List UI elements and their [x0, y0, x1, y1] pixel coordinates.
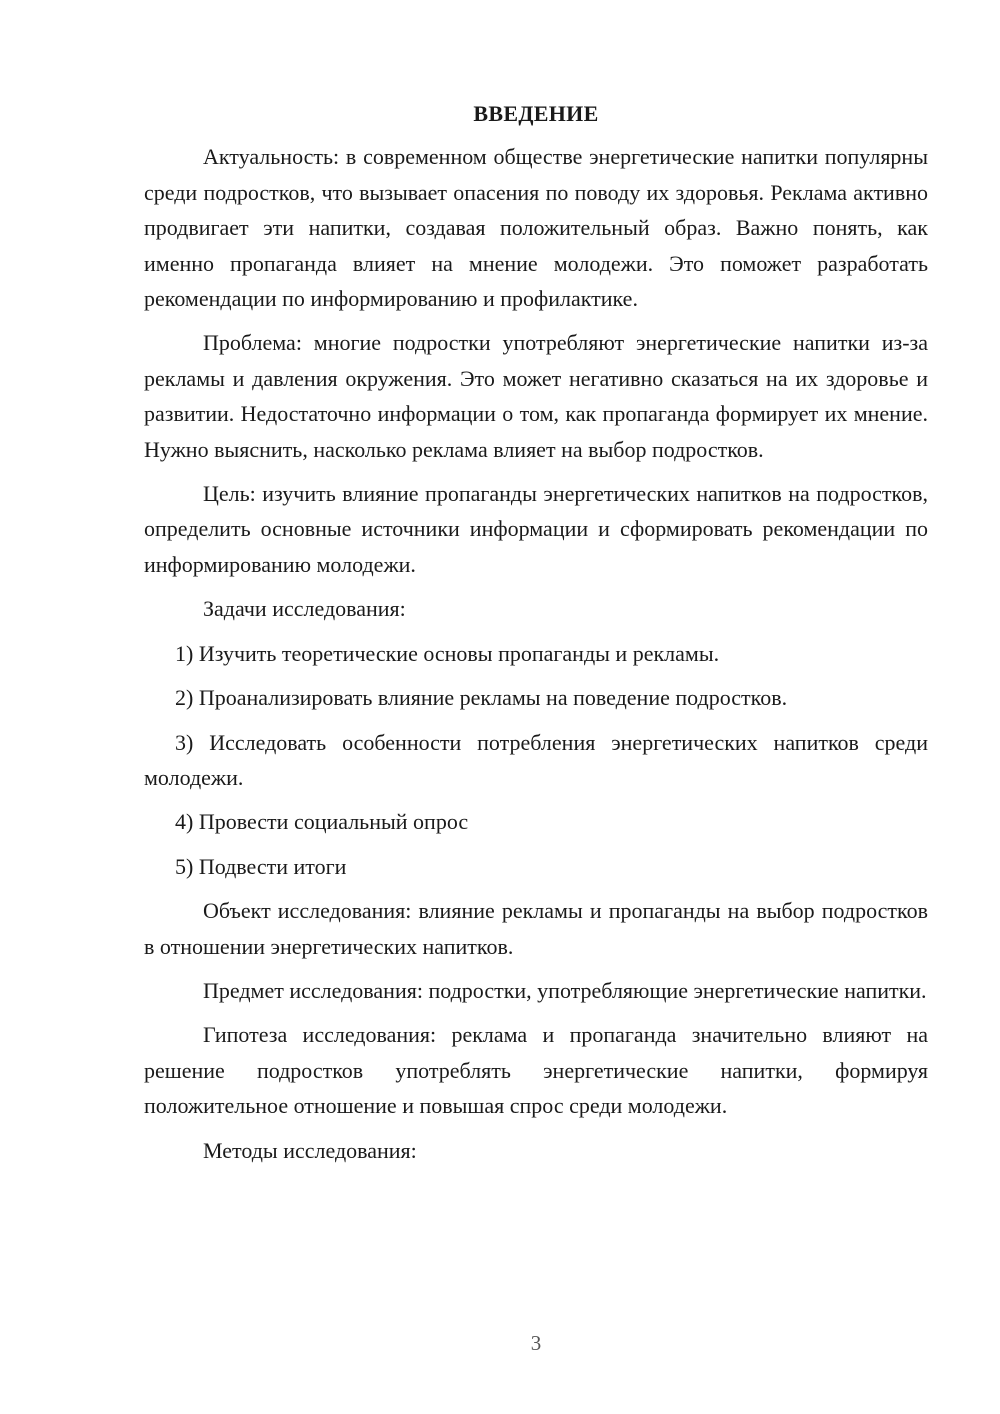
list-item: 1) Изучить теоретические основы пропаганды и рекламы. — [175, 640, 720, 666]
paragraph-goal: Цель: изучить влияние пропаганды энергетических напитков на подростков, определить основные источники информации и сформировать рекомендации по информированию молодежи. — [144, 481, 928, 577]
document-page — [144, 96, 928, 1177]
tasks-list — [144, 636, 928, 884]
paragraph-problem: Проблема: многие подростки употребляют энергетические напитки из-за рекламы и давления окружения. Это может негативно сказаться на их здоровье и развитии. Недостаточно информации о том, как пропаганда формирует их мнение. Нужно выяснить, насколько реклама влияет на выбор подростков. — [144, 330, 928, 462]
list-item: 5) Подвести итоги — [175, 853, 347, 879]
paragraph-methods: Методы исследования: — [203, 1137, 417, 1163]
page-title: ВВЕДЕНИЕ — [473, 101, 599, 126]
page-number: 3 — [530, 1331, 542, 1355]
list-item: 4) Провести социальный опрос — [175, 809, 469, 835]
paragraph-tasks-intro: Задачи исследования: — [203, 596, 406, 622]
list-item: 3) Исследовать особенности потребления энергетических напитков среди молодежи. — [144, 729, 928, 790]
paragraph-relevance: Актуальность: в современном обществе энергетические напитки популярны среди подростков, что вызывает опасения по поводу их здоровья. Реклама активно продвигает эти напитки, создавая положительный образ. Важно понять, как именно пропаганда влияет на мнение молодежи. Это поможет разработать рекомендации по информированию и профилактике. — [144, 144, 928, 312]
list-item: 2) Проанализировать влияние рекламы на поведение подростков. — [175, 685, 788, 711]
paragraph-hypothesis: Гипотеза исследования: реклама и пропаганда значительно влияют на решение подростков употреблять энергетические напитки, формируя положительное отношение и повышая спрос среди молодежи. — [144, 1022, 928, 1119]
paragraph-subject: Предмет исследования: подростки, употребляющие энергетические напитки. — [203, 977, 927, 1003]
paragraph-object: Объект исследования: влияние рекламы и пропаганды на выбор подростков в отношении энергетических напитков. — [144, 898, 928, 959]
